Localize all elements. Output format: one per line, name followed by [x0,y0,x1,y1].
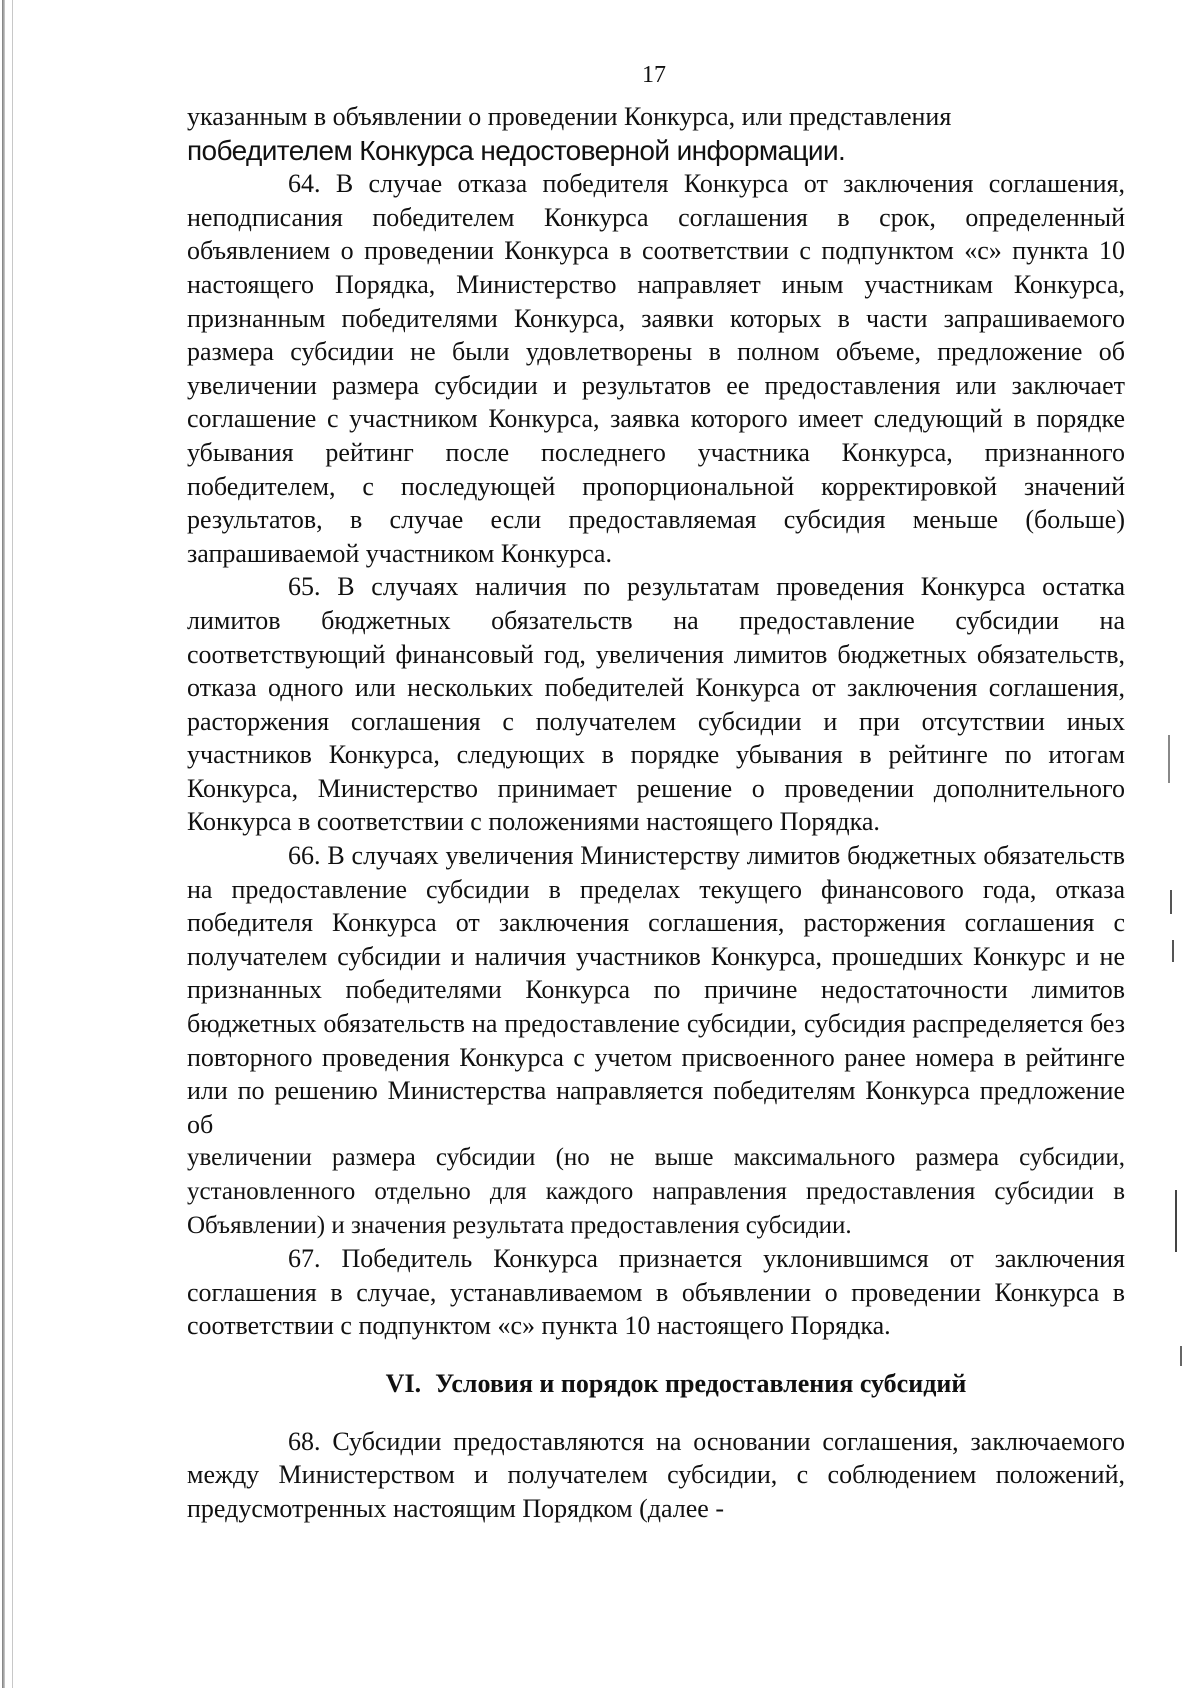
document-body [187,100,1125,1525]
scan-binding-edge [2,0,5,1688]
section-title: Условия и порядок предоставления субсидий [435,1368,967,1398]
paragraph-64: 64. В случае отказа победителя Конкурса от заключения соглашения, неподписания победителем Конкурса соглашения в срок, определенный объявлением о проведении Конкурса в соответствии с подпунктом «с» пункта 10 настоящего Порядка, Министерство направляет иным участникам Конкурса, признанным победителями Конкурса, заявки которых в части запрашиваемого размера субсидии не были удовлетворены в полном объеме, предложение об увеличении размера субсидии и результатов ее предоставления или заключает соглашение с участником Конкурса, заявка которого имеет следующий в порядке убывания рейтинг после последнего участника Конкурса, признанного победителем, с последующей пропорциональной корректировкой значений результатов, в случае если предоставляемая субсидия меньше (больше) запрашиваемой участником Конкурса. [187,169,1125,568]
section-number: VI. [385,1368,422,1398]
paragraph-66-continued: увеличении размера субсидии (но не выше максимального размера субсидии, установленного отдельно для каждого направления предоставления субсидии в Объявлении) и значения результата предоставления субсидии. [187,1144,1125,1239]
scan-margin-mark [1172,940,1174,962]
paragraph-67: 67. Победитель Конкурса признается уклонившимся от заключения соглашения в случае, устанавливаемом в объявлении о проведении Конкурса в соответствии с подпунктом «с» пункта 10 настоящего Порядка. [187,1244,1125,1341]
paragraph-66: 66. В случаях увеличения Министерству лимитов бюджетных обязательств на предоставление субсидии в пределах текущего финансового года, отказа победителя Конкурса от заключения соглашения, расторжения соглашения с получателем субсидии и наличия участников Конкурса, прошедших Конкурс и не признанных победителями Конкурса по причине недостаточности лимитов бюджетных обязательств на предоставление субсидии, субсидия распределяется без повторного проведения Конкурса с учетом присвоенного ранее номера в рейтинге или по решению Министерства направляется победителям Конкурса предложение об [187,841,1125,1139]
paragraph-65: 65. В случаях наличия по результатам проведения Конкурса остатка лимитов бюджетных обязательств на предоставление субсидии на соответствующий финансовый год, увеличения лимитов бюджетных обязательств, отказа одного или нескольких победителей Конкурса от заключения соглашения, расторжения соглашения с получателем субсидии и при отсутствии иных участников Конкурса, следующих в порядке убывания в рейтинге по итогам Конкурса, Министерство принимает решение о проведении дополнительного Конкурса в соответствии с положениями настоящего Порядка. [187,572,1125,837]
scan-margin-mark [1168,735,1170,783]
page-number: 17 [642,62,666,88]
section-heading [187,1367,1125,1401]
scan-margin-mark [1170,890,1172,914]
paragraph-continuation: указанным в объявлении о проведении Конкурса, или представления [187,102,952,131]
scan-margin-mark [1180,1346,1182,1366]
scan-binding-edge-inner [12,0,13,1688]
paragraph-continuation-end: победителем Конкурса недостоверной информации. [187,134,846,166]
paragraph-68: 68. Субсидии предоставляются на основании соглашения, заключаемого между Министерством и получателем субсидии, с соблюдением положений, предусмотренных настоящим Порядком (далее - [187,1426,1125,1523]
scan-margin-mark [1175,1190,1177,1252]
